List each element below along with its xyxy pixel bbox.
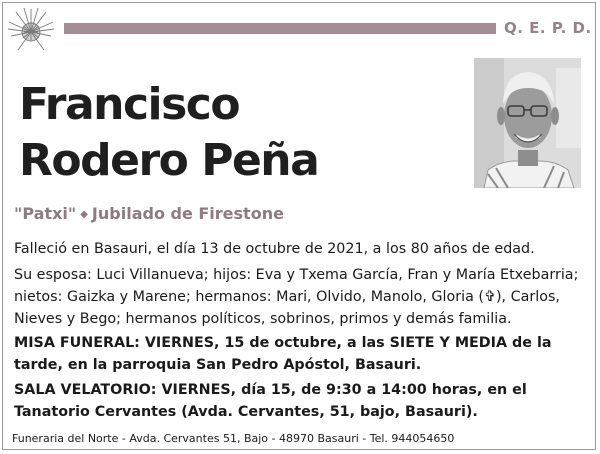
family-paragraph [14,264,590,330]
death-paragraph: Falleció en Basauri, el día 13 de octubre de 2021, a los 80 años de edad. [14,241,535,257]
thistle-flower-icon [6,6,56,54]
nickname: "Patxi" [14,204,77,223]
family-text-2: ), Carlos, Nieves y Bego; hermanos políticos, sobrinos, primos y demás familia. [14,289,560,327]
diamond-bullet-icon: ◆ [80,209,88,220]
cross-icon: ✞ [483,289,496,305]
deceased-name [19,77,318,189]
subtitle-line [14,204,284,223]
name-surnames: Rodero Peña [19,135,319,186]
header-bar [64,23,496,34]
occupation: Jubilado de Firestone [91,204,284,223]
funeral-paragraph: MISA FUNERAL: VIERNES, 15 de octubre, a las SIETE Y MEDIA de la tarde, en la parroquia San Pedro Apóstol, Basauri. [14,335,552,373]
funeral-home-footer: Funeraria del Norte - Avda. Cervantes 51, Bajo - 48970 Basauri - Tel. 944054650 [12,432,455,445]
portrait-photo [474,58,581,188]
name-first: Francisco [19,79,240,130]
qepd-heading: Q. E. P. D. [504,19,592,37]
family-text-1: Su esposa: Luci Villanueva; hijos: Eva y Txema García, Fran y María Etxebarria; nietos: Gaizka y Marene; hermanos: Mari, Olvido, Manolo, Gloria ( [14,267,579,305]
wake-paragraph: SALA VELATORIO: VIERNES, día 15, de 9:30 a 14:00 horas, en el Tanatorio Cervantes (Avda. Cervantes, 51, bajo, Basauri). [14,382,527,420]
